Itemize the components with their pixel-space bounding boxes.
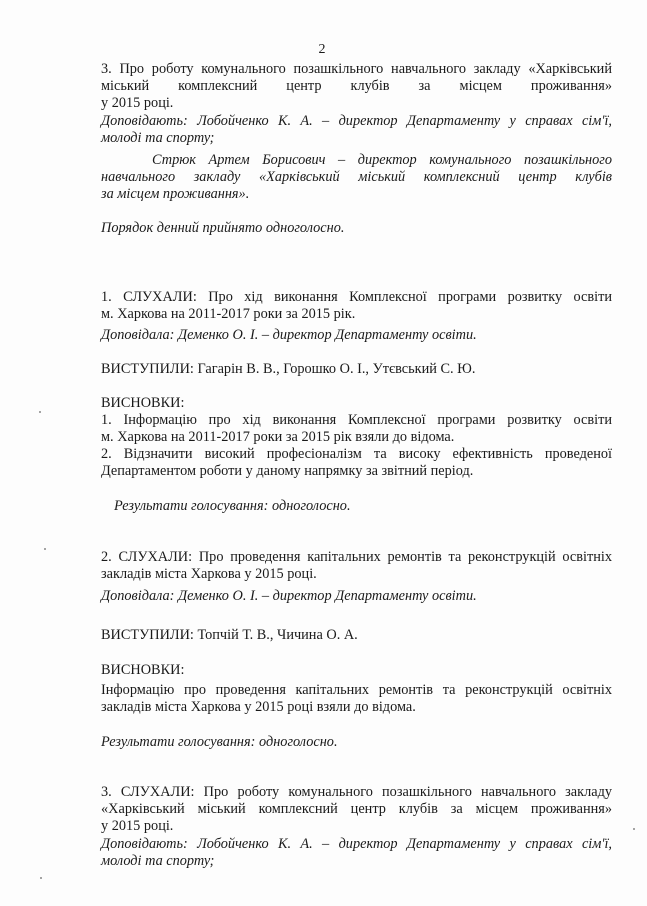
page-number: 2	[318, 42, 326, 57]
section-3-heard-line-2: «Харківський міський комплексний центр клубів за місцем проживання»	[101, 801, 612, 817]
section-1-reporter: Доповідала: Деменко О. І. – директор Департаменту освіти.	[101, 327, 477, 343]
section-2-reporter: Доповідала: Деменко О. І. – директор Департаменту освіти.	[101, 588, 477, 604]
section-2-vote-result: Результати голосування: одноголосно.	[101, 734, 338, 750]
agenda-reporters-line-1: Доповідають: Лобойченко К. А. – директор Департаменту у справах сім'ї,	[101, 113, 612, 129]
section-2-heard-line-2: закладів міста Харкова у 2015 році.	[101, 566, 317, 582]
section-3-heard-line-3: у 2015 році.	[101, 818, 174, 834]
section-1-conclusion-2-line-1: 2. Відзначити високий професіоналізм та високу ефективність проведеної	[101, 446, 612, 462]
section-3-heard-line-1: 3. СЛУХАЛИ: Про роботу комунального позашкільного навчального закладу	[101, 784, 612, 800]
section-1-vote-result: Результати голосування: одноголосно.	[114, 498, 351, 514]
section-2-heard-line-1: 2. СЛУХАЛИ: Про проведення капітальних ремонтів та реконструкцій освітніх	[101, 549, 612, 565]
section-3-reporters-line-1: Доповідають: Лобойченко К. А. – директор Департаменту у справах сім'ї,	[101, 836, 612, 852]
section-2-speakers: ВИСТУПИЛИ: Топчій Т. В., Чичина О. А.	[101, 627, 358, 643]
agenda-coreporter-line-3: за місцем проживання».	[101, 186, 250, 202]
agenda-coreporter-line-1: Стрюк Артем Борисович – директор комунального позашкільного	[152, 152, 612, 168]
section-1-conclusions-heading: ВИСНОВКИ:	[101, 395, 185, 411]
agenda-item-3-line-3: у 2015 році.	[101, 95, 174, 111]
agenda-approved: Порядок денний прийнято одноголосно.	[101, 220, 345, 236]
section-1-conclusion-1-line-1: 1. Інформацію про хід виконання Комплексної програми розвитку освіти	[101, 412, 612, 428]
section-1-heard-line-2: м. Харкова на 2011-2017 роки за 2015 рік.	[101, 306, 356, 322]
agenda-coreporter-line-2: навчального закладу «Харківський міський комплексний центр клубів	[101, 169, 612, 185]
section-1-conclusion-2-line-2: Департаментом роботи у даному напрямку за звітний період.	[101, 463, 474, 479]
section-1-heard-line-1: 1. СЛУХАЛИ: Про хід виконання Комплексної програми розвитку освіти	[101, 289, 612, 305]
agenda-item-3-line-1: 3. Про роботу комунального позашкільного навчального закладу «Харківський	[101, 61, 612, 77]
section-2-conclusion-line-2: закладів міста Харкова у 2015 році взяли до відома.	[101, 699, 416, 715]
section-1-speakers: ВИСТУПИЛИ: Гагарін В. В., Горошко О. І., Утєвський С. Ю.	[101, 361, 476, 377]
section-2-conclusion-line-1: Інформацію про проведення капітальних ремонтів та реконструкцій освітніх	[101, 682, 612, 698]
agenda-reporters-line-2: молоді та спорту;	[101, 130, 215, 146]
agenda-item-3-line-2: міський комплексний центр клубів за місцем проживання»	[101, 78, 612, 94]
section-3-reporters-line-2: молоді та спорту;	[101, 853, 215, 869]
section-2-conclusions-heading: ВИСНОВКИ:	[101, 662, 185, 678]
section-1-conclusion-1-line-2: м. Харкова на 2011-2017 роки за 2015 рік взяли до відома.	[101, 429, 455, 445]
